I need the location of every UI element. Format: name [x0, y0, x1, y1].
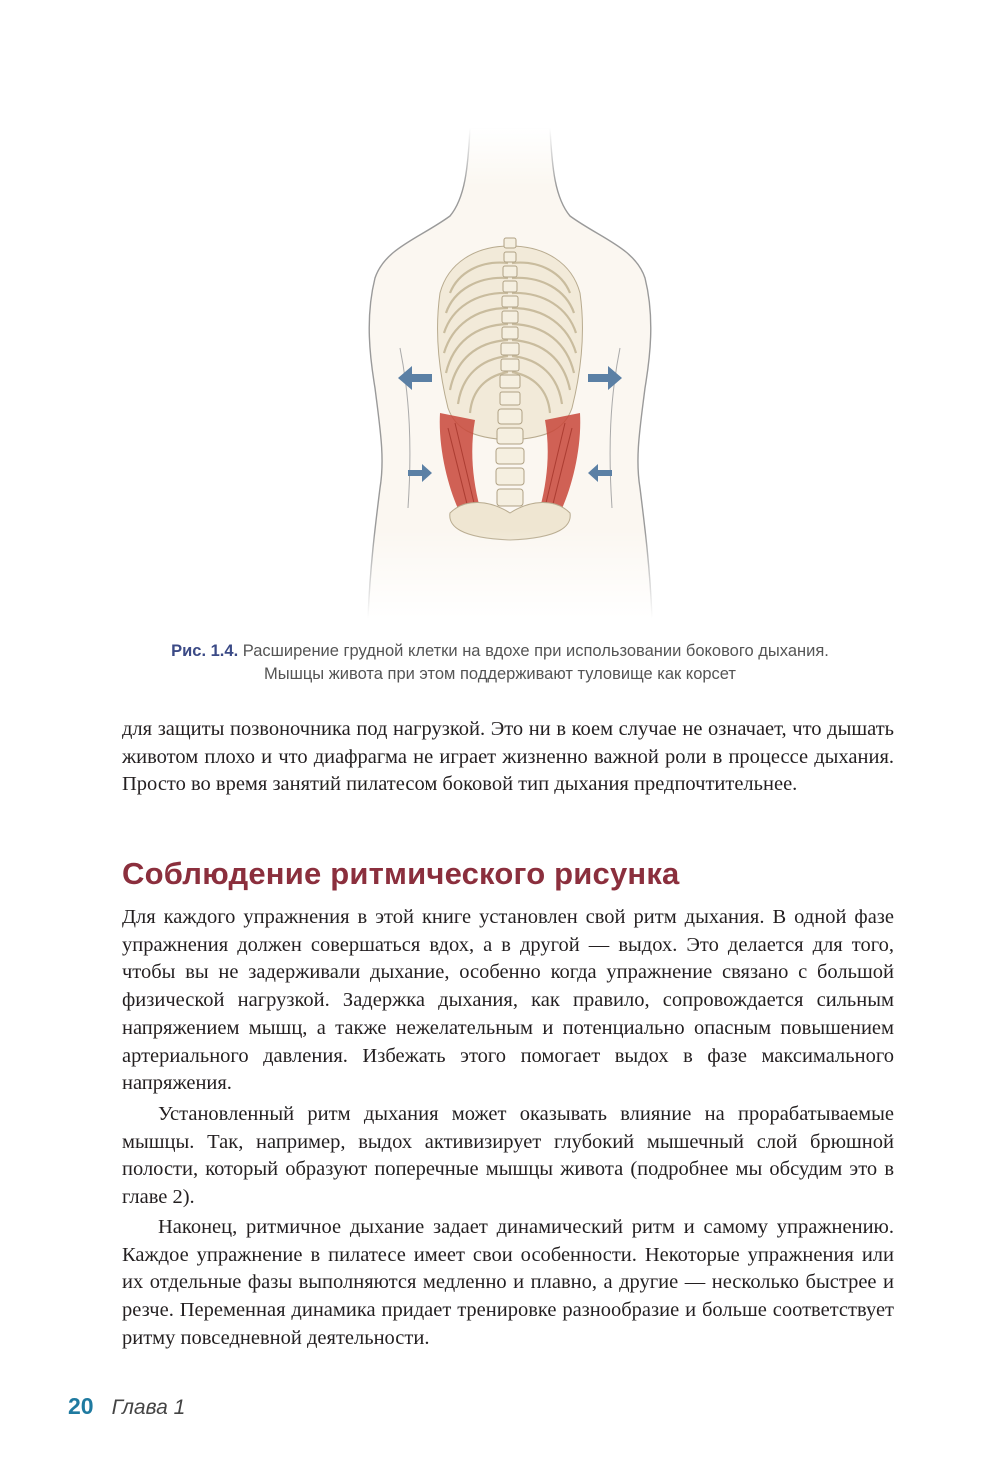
- caption-line-1: [120, 640, 880, 663]
- chapter-label: Глава 1: [111, 1396, 186, 1419]
- page-footer: [68, 1393, 185, 1420]
- paragraph-2: Для каждого упражнения в этой книге установлен свой ритм дыхания. В одной фазе упражнения должен совершаться вдох, а в другой — выдох. Это делается для того, чтобы вы не задерживали дыхание, особенно когда упражнение связано с большой физической нагрузкой. Задержка дыхания, как правило, сопровождается сильным напряжением мышц, а также нежелательным и потенциально опасным повышением артериального давления. Избежать этого помогает выдох в фазе максимального напряжения.: [122, 906, 894, 1095]
- figure-label: Рис. 1.4.: [171, 642, 239, 660]
- paragraph-1: для защиты позвоночника под нагрузкой. Это ни в коем случае не означает, что дышать животом плохо и что диафрагма не играет жизненно важной роли в процессе дыхания. Просто во время занятий пилатесом боковой тип дыхания предпочтительнее.: [122, 718, 894, 796]
- page-number: 20: [68, 1393, 94, 1419]
- section-heading: Соблюдение ритмического рисунка: [122, 856, 680, 891]
- paragraph-3: Установленный ритм дыхания может оказывать влияние на прорабатываемые мышцы. Так, например, выдох активизирует глубокий мышечный слой брюшной полости, который образуют поперечные мышцы живота (подробнее мы обсудим это в главе 2).: [122, 1103, 894, 1209]
- paragraph-4: Наконец, ритмичное дыхание задает динамический ритм и самому упражнению. Каждое упражнение в пилатесе имеет свои особенности. Некоторые упражнения или их отдельные фазы выполняются медленно и плавно, а другие — несколько быстрее и резче. Переменная динамика придает тренировке разнообразие и больше соответствует ритму повседневной деятельности.: [122, 1216, 894, 1349]
- caption-text-1: Расширение грудной клетки на вдохе при использовании бокового дыхания.: [242, 642, 829, 660]
- caption-line-2: Мышцы живота при этом поддерживают туловище как корсет: [264, 665, 736, 683]
- anatomy-figure: [340, 128, 680, 618]
- figure-caption: [120, 640, 880, 686]
